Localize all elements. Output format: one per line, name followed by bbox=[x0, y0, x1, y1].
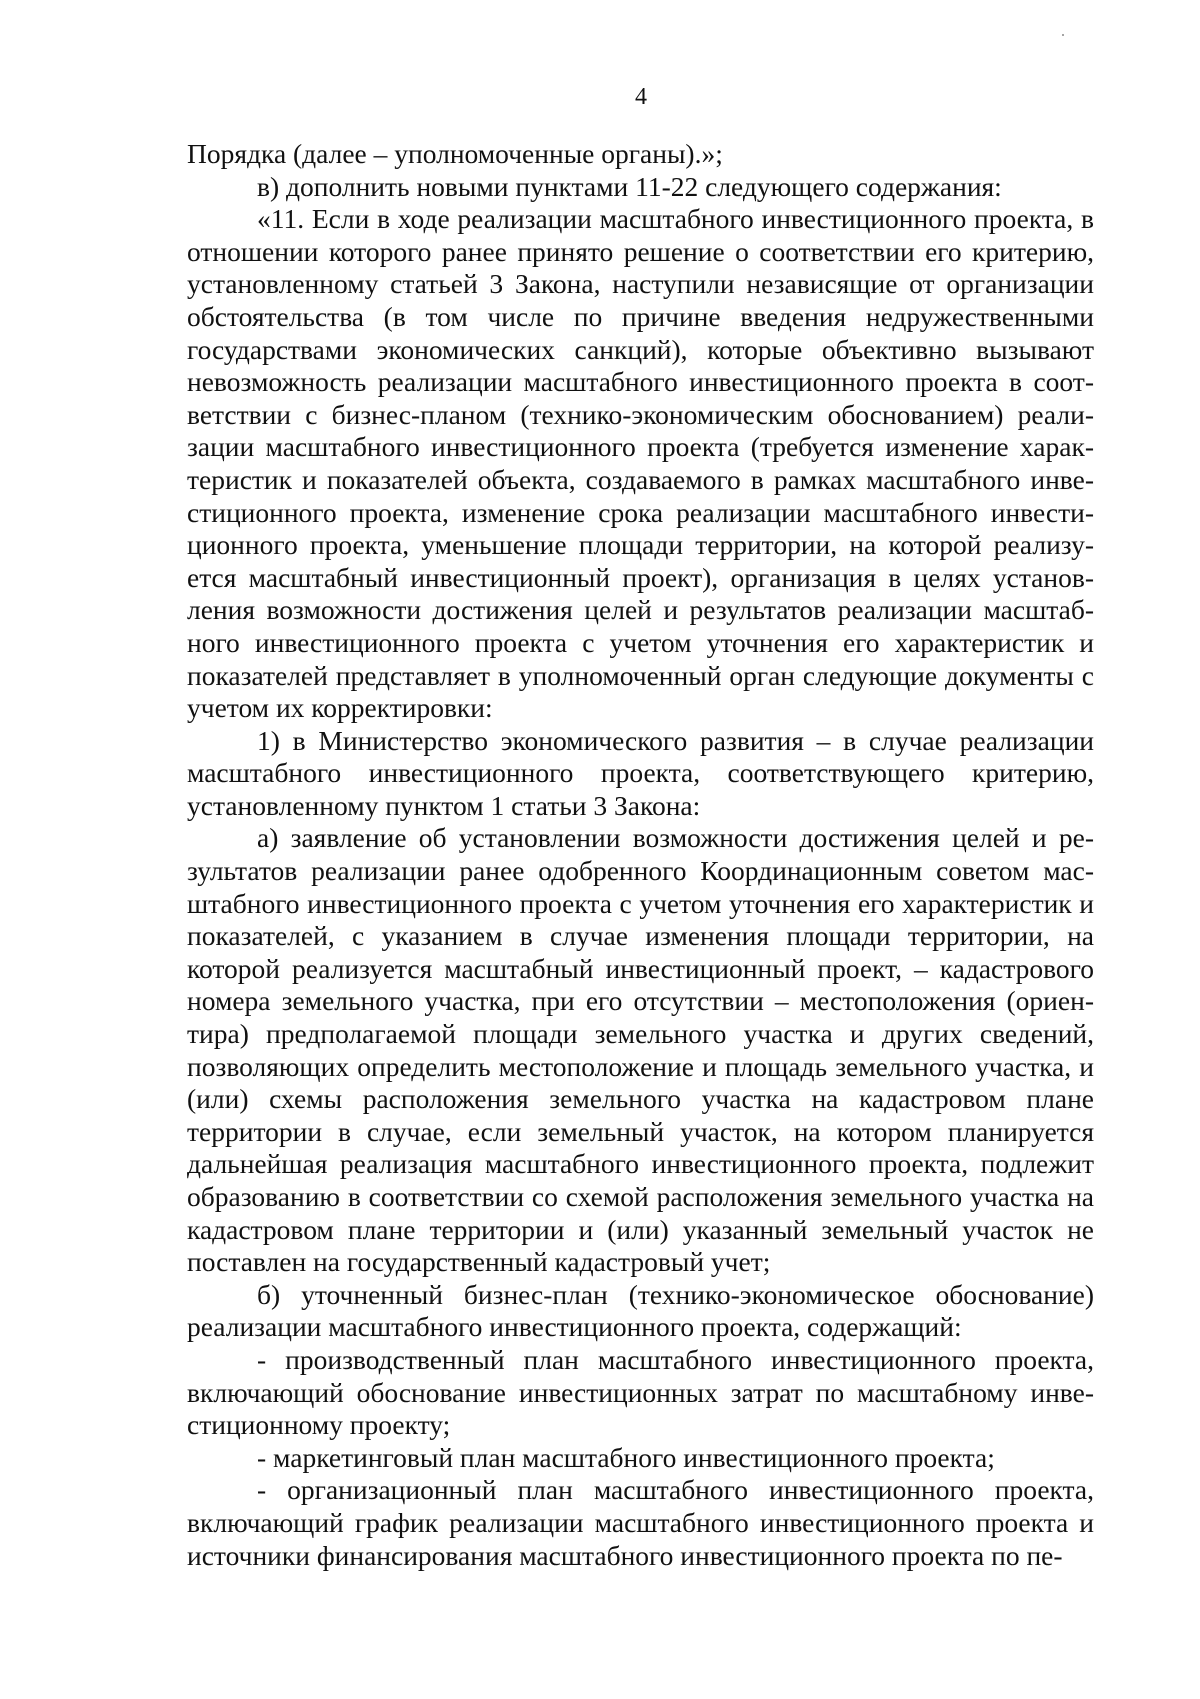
paragraph-5: а) заявление об установлении возможности достижения целей и результатов реализации ранее одобренного Координационным советом масштабного инвестиционного проекта с учетом уточнения его характеристик и показателей, с указанием в случае изменения площади территории, на которой реализуется масштабный инвестиционный проект, – кадастрового номера земельного участка, при его отсутствии – местоположения (ориентира) предполагаемой площади земельного участка и других сведений, позволяющих определить местоположение и площадь земельного участка, и (или) схемы расположения земельного участка на кадастровом плане территории в случае, если земельный участок, на котором планируется дальнейшая реализация масштабного инвестиционного проекта, подлежит образованию в соответствии со схемой расположения земельного участка на кадастровом плане территории и (или) указанный земельный участок не поставлен на государственный кадастровый учет; bbox=[187, 822, 1094, 1278]
paragraph-8: - маркетинговый план масштабного инвестиционного проекта; bbox=[257, 1441, 995, 1473]
paragraph-6: б) уточненный бизнес-план (технико-экономическое обоснование) реализации масштабного инвестиционного проекта, содержащий: bbox=[187, 1278, 1094, 1343]
paragraph-2: в) дополнить новыми пунктами 11-22 следующего содержания: bbox=[257, 170, 1002, 202]
scan-speck bbox=[1062, 34, 1064, 36]
document-body bbox=[187, 138, 1094, 1572]
paragraph-3: «11. Если в ходе реализации масштабного инвестиционного проекта, в отношении которого ранее принято решение о соответствии его критерию, установленному статьей 3 Закона, наступили независящие от организации обстоятельства (в том числе по причине введения недружественными государствами экономических санкций), которые объективно вызывают невозможность реализации масштабного инвестиционного проекта в соответствии с бизнес-планом (технико-экономическим обоснованием) реализации масштабного инвестиционного проекта (требуется изменение характеристик и показателей объекта, создаваемого в рамках масштабного инвестиционного проекта, изменение срока реализации масштабного инвестиционного проекта, уменьшение площади территории, на которой реализуется масштабный инвестиционный проект), организация в целях установления возможности достижения целей и результатов реализации масштабного инвестиционного проекта с учетом уточнения его характеристик и показателей представляет в уполномоченный орган следующие документы с учетом их корректировки: bbox=[187, 203, 1094, 724]
paragraph-9: - организационный план масштабного инвестиционного проекта, включающий график реализации масштабного инвестиционного проекта и источники финансирования масштабного инвестиционного проекта по пе- bbox=[187, 1474, 1094, 1571]
paragraph-4: 1) в Министерство экономического развития – в случае реализации масштабного инвестиционного проекта, соответствующего критерию, установленному пунктом 1 статьи 3 Закона: bbox=[187, 724, 1094, 821]
page-number: 4 bbox=[635, 84, 647, 110]
paragraph-1: Порядка (далее – уполномоченные органы).»; bbox=[187, 138, 723, 169]
paragraph-7: - производственный план масштабного инвестиционного проекта, включающий обоснование инвестиционных затрат по масштабному инвестиционному проекту; bbox=[187, 1343, 1094, 1441]
